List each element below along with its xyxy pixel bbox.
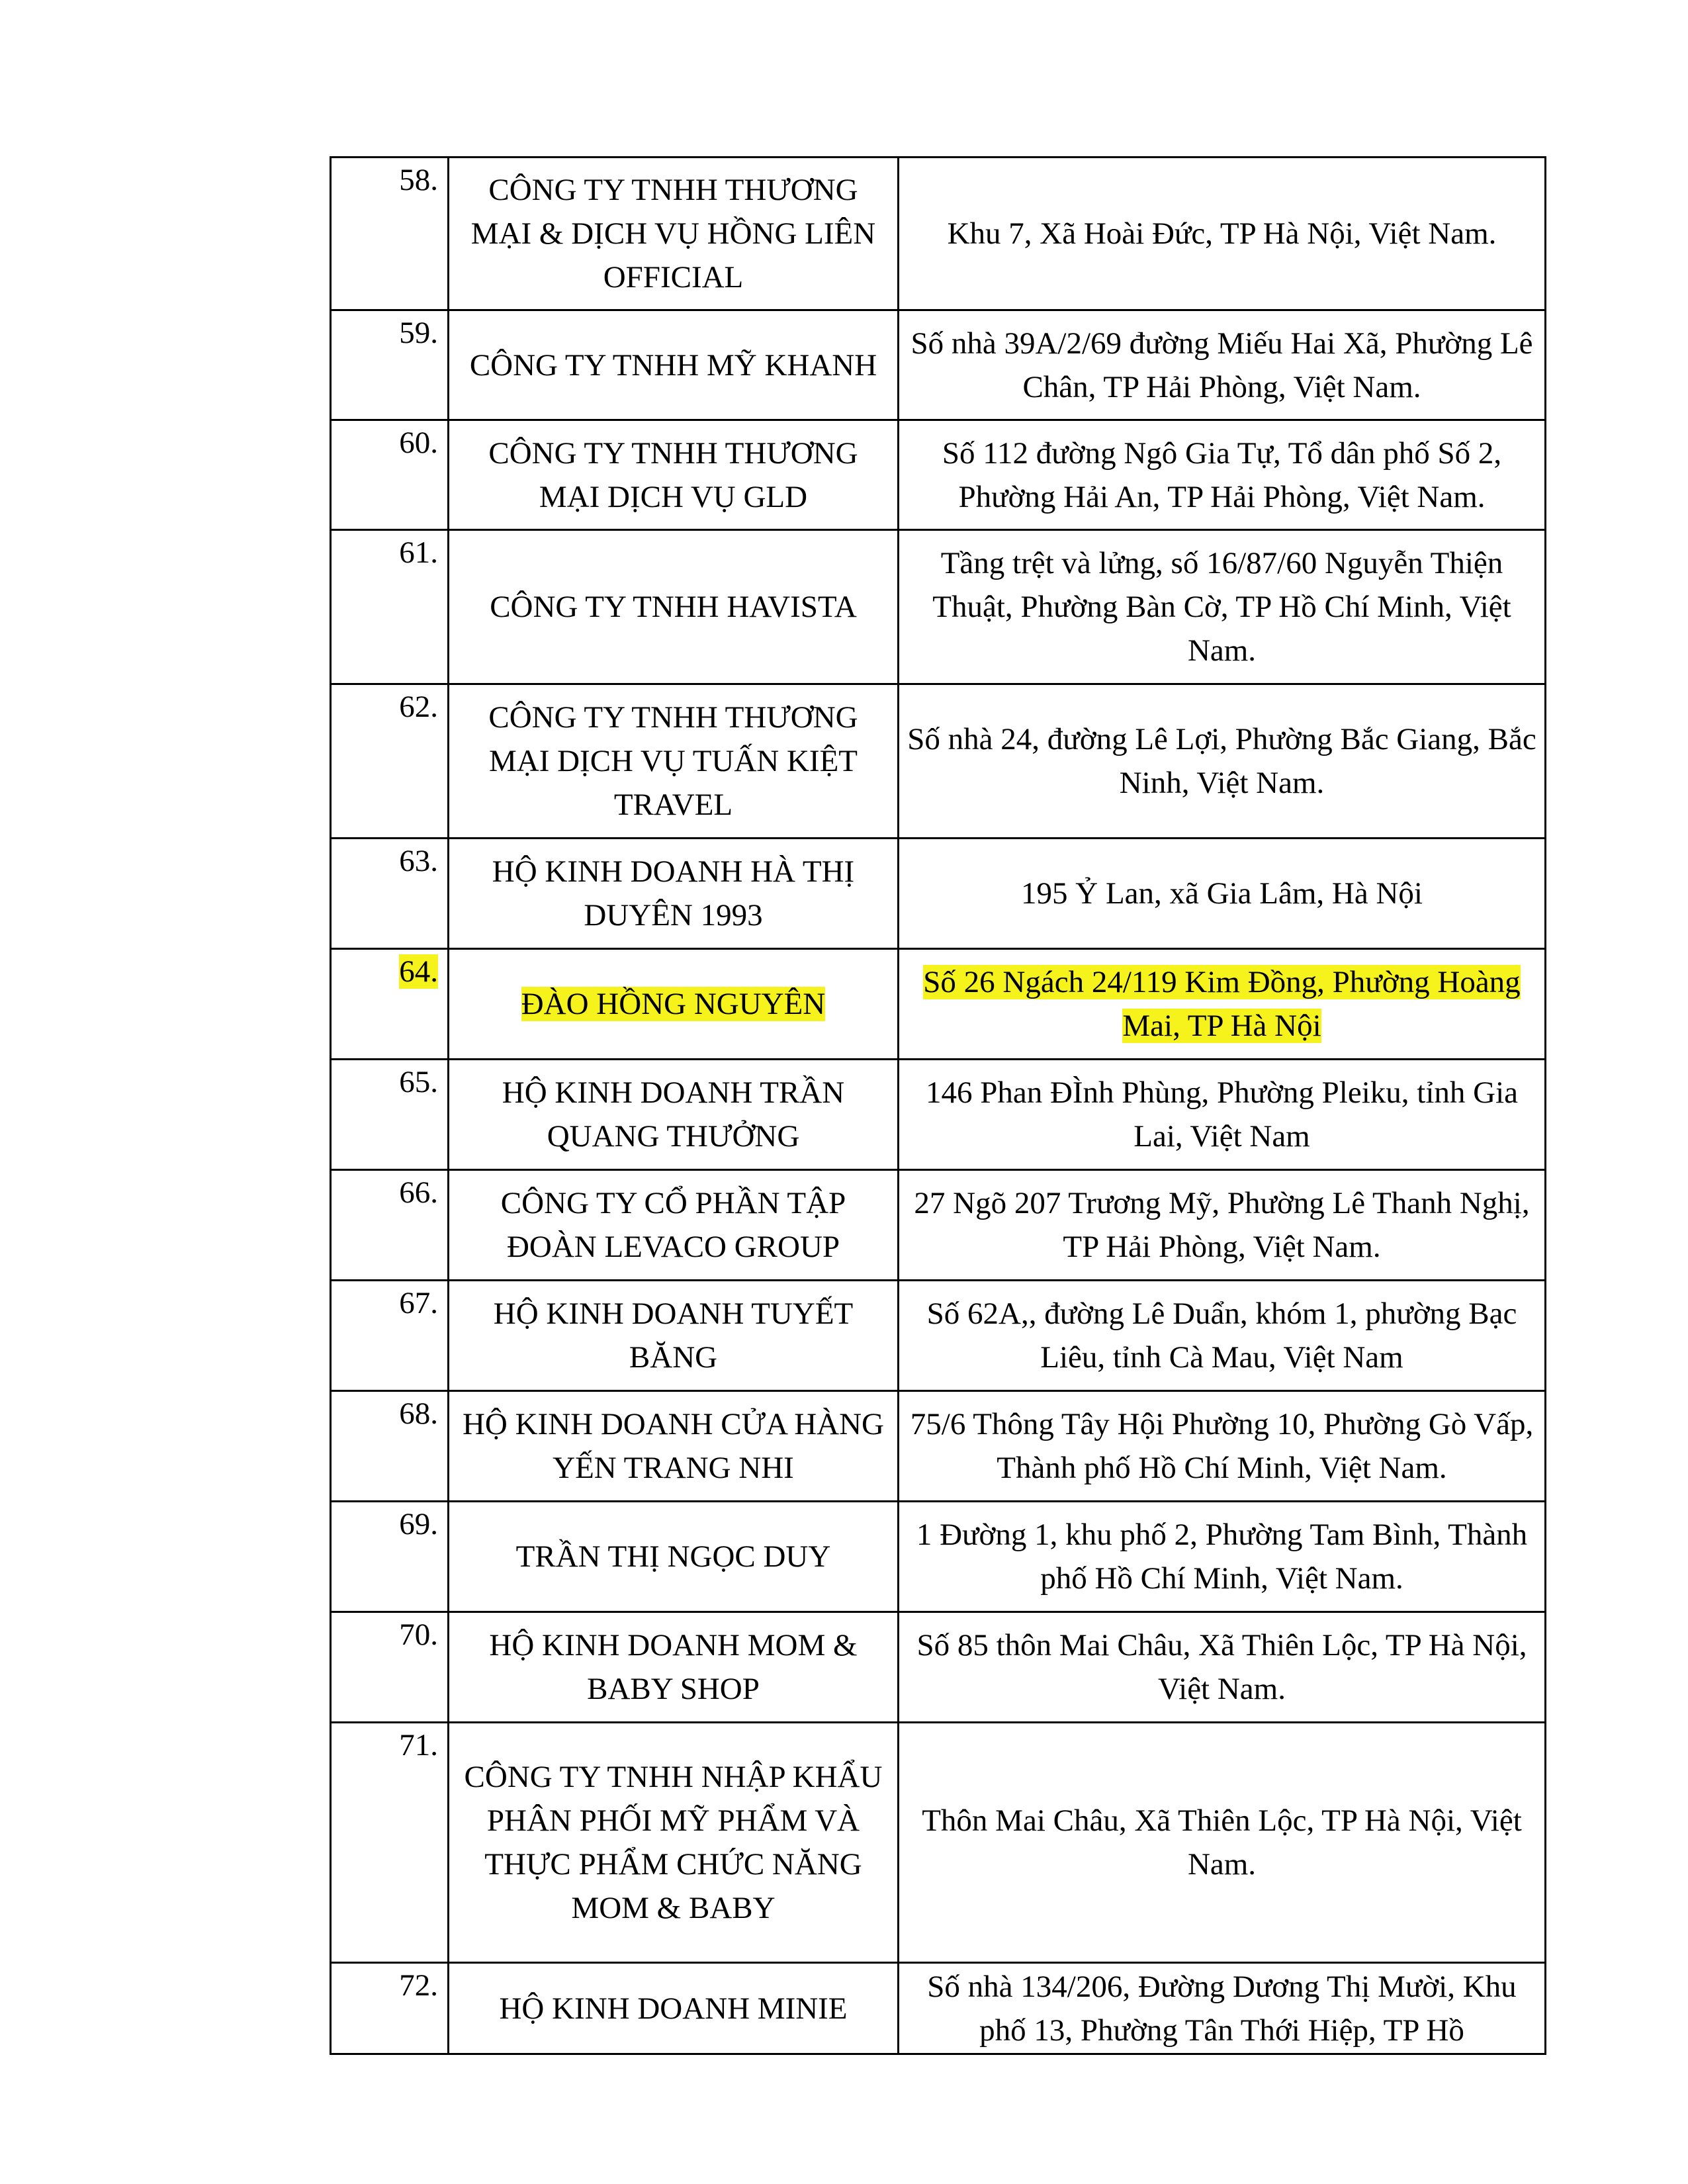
- table-row: [331, 1060, 1546, 1170]
- row-number: 66.: [331, 1170, 449, 1281]
- business-name: CÔNG TY TNHH HAVISTA: [449, 530, 899, 684]
- business-name: HỘ KINH DOANH MINIE: [449, 1963, 899, 2054]
- table-row: [331, 839, 1546, 949]
- business-name: CÔNG TY TNHH THƯƠNG MẠI & DỊCH VỤ HỒNG LIÊN OFFICIAL: [449, 158, 899, 310]
- table-row: [331, 684, 1546, 839]
- highlighted-text: Số 26 Ngách 24/119 Kim Đồng, Phường Hoàng Mai, TP Hà Nội: [923, 965, 1521, 1043]
- business-address: 27 Ngõ 207 Trương Mỹ, Phường Lê Thanh Nghị, TP Hải Phòng, Việt Nam.: [899, 1170, 1546, 1281]
- row-number: 60.: [331, 420, 449, 530]
- business-list-table: [330, 156, 1546, 2055]
- business-address: Khu 7, Xã Hoài Đức, TP Hà Nội, Việt Nam.: [899, 158, 1546, 310]
- row-number: 70.: [331, 1612, 449, 1723]
- table-row: [331, 420, 1546, 530]
- business-name: TRẦN THỊ NGỌC DUY: [449, 1502, 899, 1612]
- table-row: [331, 530, 1546, 684]
- business-address: Số nhà 24, đường Lê Lợi, Phường Bắc Giang, Bắc Ninh, Việt Nam.: [899, 684, 1546, 839]
- row-number: 72.: [331, 1963, 449, 2054]
- business-name: HỘ KINH DOANH TUYẾT BĂNG: [449, 1281, 899, 1391]
- business-address: 1 Đường 1, khu phố 2, Phường Tam Bình, Thành phố Hồ Chí Minh, Việt Nam.: [899, 1502, 1546, 1612]
- row-number: 68.: [331, 1391, 449, 1502]
- business-address: 75/6 Thông Tây Hội Phường 10, Phường Gò Vấp, Thành phố Hồ Chí Minh, Việt Nam.: [899, 1391, 1546, 1502]
- business-name: CÔNG TY TNHH MỸ KHANH: [449, 310, 899, 420]
- business-address: Số nhà 134/206, Đường Dương Thị Mười, Khu phố 13, Phường Tân Thới Hiệp, TP Hồ: [899, 1963, 1546, 2054]
- business-name: CÔNG TY TNHH THƯƠNG MẠI DỊCH VỤ GLD: [449, 420, 899, 530]
- business-address: Thôn Mai Châu, Xã Thiên Lộc, TP Hà Nội, Việt Nam.: [899, 1723, 1546, 1963]
- row-number: 67.: [331, 1281, 449, 1391]
- table-row: [331, 1281, 1546, 1391]
- row-number: 61.: [331, 530, 449, 684]
- business-name: HỘ KINH DOANH TRẦN QUANG THƯỞNG: [449, 1060, 899, 1170]
- business-address: Số 62A,, đường Lê Duẩn, khóm 1, phường Bạc Liêu, tỉnh Cà Mau, Việt Nam: [899, 1281, 1546, 1391]
- row-number: 62.: [331, 684, 449, 839]
- business-address: Số 85 thôn Mai Châu, Xã Thiên Lộc, TP Hà Nội, Việt Nam.: [899, 1612, 1546, 1723]
- row-number: 69.: [331, 1502, 449, 1612]
- business-name: CÔNG TY TNHH NHẬP KHẨU PHÂN PHỐI MỸ PHẨM VÀ THỰC PHẨM CHỨC NĂNG MOM & BABY: [449, 1723, 899, 1963]
- business-name: CÔNG TY CỔ PHẦN TẬP ĐOÀN LEVACO GROUP: [449, 1170, 899, 1281]
- row-number: 65.: [331, 1060, 449, 1170]
- table-row: [331, 1170, 1546, 1281]
- business-address: Số 112 đường Ngô Gia Tự, Tổ dân phố Số 2, Phường Hải An, TP Hải Phòng, Việt Nam.: [899, 420, 1546, 530]
- business-address: 146 Phan ĐÌnh Phùng, Phường Pleiku, tỉnh Gia Lai, Việt Nam: [899, 1060, 1546, 1170]
- business-name: CÔNG TY TNHH THƯƠNG MẠI DỊCH VỤ TUẤN KIỆT TRAVEL: [449, 684, 899, 839]
- row-number: 59.: [331, 310, 449, 420]
- table-row: [331, 1963, 1546, 2054]
- table-row: [331, 158, 1546, 310]
- table-row: [331, 1723, 1546, 1963]
- business-address: Tầng trệt và lửng, số 16/87/60 Nguyễn Thiện Thuật, Phường Bàn Cờ, TP Hồ Chí Minh, Việt Nam.: [899, 530, 1546, 684]
- row-number: 63.: [331, 839, 449, 949]
- business-name: HỘ KINH DOANH HÀ THỊ DUYÊN 1993: [449, 839, 899, 949]
- business-address: Số nhà 39A/2/69 đường Miếu Hai Xã, Phường Lê Chân, TP Hải Phòng, Việt Nam.: [899, 310, 1546, 420]
- business-name: [449, 949, 899, 1060]
- row-number: 71.: [331, 1723, 449, 1963]
- table-row: [331, 1612, 1546, 1723]
- business-address: 195 Ỷ Lan, xã Gia Lâm, Hà Nội: [899, 839, 1546, 949]
- row-number: 58.: [331, 158, 449, 310]
- business-name: HỘ KINH DOANH MOM & BABY SHOP: [449, 1612, 899, 1723]
- highlighted-text: 64.: [399, 954, 438, 989]
- business-name: HỘ KINH DOANH CỬA HÀNG YẾN TRANG NHI: [449, 1391, 899, 1502]
- row-number: [331, 949, 449, 1060]
- business-address: [899, 949, 1546, 1060]
- table-row: [331, 310, 1546, 420]
- table-row: [331, 1391, 1546, 1502]
- highlighted-text: ĐÀO HỒNG NGUYÊN: [521, 987, 826, 1021]
- table-row: [331, 1502, 1546, 1612]
- table-row-highlighted: [331, 949, 1546, 1060]
